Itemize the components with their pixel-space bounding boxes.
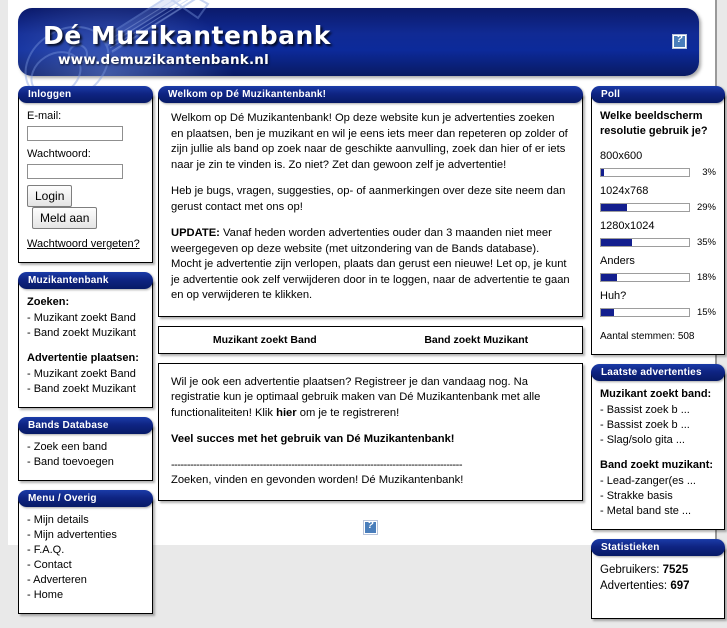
stat-ads (600, 578, 716, 594)
register-text-after: om je te registreren! (296, 406, 400, 419)
poll-option-label-4: Huh? (600, 290, 627, 302)
stat-ads-label: Advertenties: (600, 580, 668, 592)
poll-question: Welke beeldscherm resolutie gebruik je? (600, 110, 708, 137)
poll-percent-3: 18% (696, 272, 716, 283)
forgot-password-link[interactable]: Wachtwoord vergeten? (27, 238, 140, 250)
poll-percent-0: 3% (702, 167, 716, 178)
spacer (27, 341, 144, 351)
right-sidebar (591, 86, 725, 628)
signup-button[interactable]: Meld aan (32, 207, 97, 229)
panel-body-statistieken (591, 547, 725, 619)
link-band-toevoegen[interactable]: - Band toevoegen (27, 456, 114, 468)
update-label: UPDATE: (171, 227, 220, 239)
document-column (8, 0, 717, 601)
ads-group-title-band: Band zoekt muzikant: (600, 459, 714, 471)
stat-users (600, 562, 716, 578)
menu-item-mijn-advertenties[interactable]: - Mijn advertenties (27, 529, 117, 541)
poll-percent-4: 15% (696, 307, 716, 318)
panel-heading-laatste-advertenties: Laatste advertenties (591, 364, 725, 381)
advert-tabbar (158, 326, 583, 354)
tab-muzikant-zoekt-band[interactable]: Muzikant zoekt Band (212, 333, 317, 346)
panel-bands-database (18, 417, 153, 481)
poll-percent-1: 29% (696, 202, 716, 213)
poll-bar-track-4 (600, 308, 690, 317)
email-field[interactable] (27, 126, 123, 141)
stat-users-label: Gebruikers: (600, 564, 660, 576)
email-label: E-mail: (27, 110, 62, 122)
center-icon-wrapper (158, 519, 583, 537)
welcome-paragraph-2: Heb je bugs, vragen, suggesties, op- of aanmerkingen over deze site neem dan gerust contact met ons op! (171, 185, 566, 213)
panel-body-inloggen (18, 94, 153, 263)
panel-body-muzikantenbank (18, 280, 153, 408)
slogan: Zoeken, vinden en gevonden worden! Dé Muzikantenbank! (171, 473, 464, 486)
login-button[interactable]: Login (27, 185, 72, 207)
ad-link-4[interactable]: - Strakke basis (600, 490, 673, 502)
panel-heading-poll: Poll (591, 86, 725, 103)
menu-item-contact[interactable]: - Contact (27, 559, 72, 571)
poll-bar-fill-3 (601, 274, 617, 281)
poll-option-label-3: Anders (600, 255, 635, 267)
site-subtitle: www.demuzikantenbank.nl (58, 52, 269, 68)
group-title-advertentie-plaatsen: Advertentie plaatsen: (27, 352, 139, 364)
poll-bar-row-2 (600, 235, 716, 250)
poll-option-label-0: 800x600 (600, 150, 643, 162)
panel-body-menu-overig (18, 498, 153, 614)
menu-item-home[interactable]: - Home (27, 589, 64, 601)
panel-heading-inloggen: Inloggen (18, 86, 153, 103)
panel-heading-statistieken: Statistieken (591, 539, 725, 556)
spacer (600, 594, 716, 608)
poll-bar-track-2 (600, 238, 690, 247)
poll-bar-fill-0 (601, 169, 604, 176)
poll-bar-row-4 (600, 305, 716, 320)
poll-bar-track-0 (600, 168, 690, 177)
broken-image-icon[interactable] (672, 34, 687, 49)
panel-heading-muzikantenbank: Muzikantenbank (18, 272, 153, 289)
poll-bar-row-0 (600, 165, 716, 180)
poll-bar-fill-1 (601, 204, 627, 211)
site-title: Dé Muzikantenbank (43, 21, 331, 50)
ad-link-3[interactable]: - Lead-zanger(es ... (600, 475, 696, 487)
panel-muzikantenbank (18, 272, 153, 408)
panel-statistieken (591, 539, 725, 619)
ads-group-title-muzikant: Muzikant zoekt band: (600, 388, 712, 400)
stat-users-value: 7525 (662, 564, 689, 576)
poll-bar-row-1 (600, 200, 716, 215)
panel-body-welkom (158, 94, 583, 317)
dashed-divider: -------------------------------------------------------------------------------------------- (171, 458, 463, 471)
panel-heading-bands-database: Bands Database (18, 417, 153, 434)
left-sidebar (18, 86, 153, 623)
login-button-row (27, 185, 144, 229)
ad-link-2[interactable]: - Slag/solo gita ... (600, 434, 685, 446)
menu-item-faq[interactable]: - F.A.Q. (27, 544, 65, 556)
register-box (158, 363, 583, 502)
broken-image-icon[interactable] (363, 520, 378, 535)
register-text-before: Wil je ook een advertentie plaatsen? Registreer je dan vandaag nog. Na registratie kun je optimaal gebruik maken van Dé Muzikantenbank met alle functionaliteiten! Klik (171, 375, 541, 419)
welcome-paragraph-1: Welkom op Dé Muzikantenbank! Op deze website kun je advertenties zoeken en plaatsen, ben je muzikant en wil je eens iets meer dan repeteren op zolder of zijn jullie als band op zoek naar de geschikte aanvulling, zoek dan hier of er iets naar je zin te vinden is. Zo niet? Zet dan gewoon zelf je advertentie! (171, 112, 568, 171)
welcome-paragraph-3 (171, 226, 570, 304)
panel-welkom (158, 86, 583, 317)
poll-total-votes: Aantal stemmen: 508 (600, 331, 695, 342)
update-text: Vanaf heden worden advertenties ouder dan 3 maanden niet meer weergegeven op deze website (met uitzondering van de Bands database). Mocht je advertentie zijn verlopen, plaats dan gerust een nieuwe! Let op, je kunt je advertentie ook zelf verwijderen door in te loggen, naar de advertentie te gaan en op verwijderen te klikken. (171, 227, 570, 301)
link-zoek-een-band[interactable]: - Zoek een band (27, 441, 108, 453)
panel-heading-menu-overig: Menu / Overig (18, 490, 153, 507)
poll-bar-track-3 (600, 273, 690, 282)
ad-link-0[interactable]: - Bassist zoek b ... (600, 404, 690, 416)
panel-heading-welkom: Welkom op Dé Muzikantenbank! (158, 86, 583, 103)
register-paragraph (171, 375, 570, 422)
group-title-zoeken: Zoeken: (27, 296, 70, 308)
tab-band-zoekt-muzikant[interactable]: Band zoekt Muzikant (424, 333, 529, 346)
menu-item-mijn-details[interactable]: - Mijn details (27, 514, 89, 526)
poll-option-label-2: 1280x1024 (600, 220, 655, 232)
success-message-text: Veel succes met het gebruik van Dé Muzikantenbank! (171, 433, 455, 445)
main-content (158, 86, 583, 537)
panel-body-laatste-advertenties (591, 372, 725, 530)
poll-bar-fill-4 (601, 309, 614, 316)
link-zoek-band-zoekt-muzikant[interactable]: - Band zoekt Muzikant (27, 327, 136, 339)
link-zoek-muzikant-zoekt-band[interactable]: - Muzikant zoekt Band (27, 312, 136, 324)
panel-laatste-advertenties (591, 364, 725, 530)
panel-poll (591, 86, 725, 355)
poll-option-label-1: 1024x768 (600, 185, 649, 197)
menu-item-adverteren[interactable]: - Adverteren (27, 574, 87, 586)
panel-body-poll (591, 94, 725, 355)
poll-bar-fill-2 (601, 239, 632, 246)
poll-percent-2: 35% (696, 237, 716, 248)
poll-bar-row-3 (600, 270, 716, 285)
panel-menu-overig (18, 490, 153, 614)
register-here-link[interactable]: hier (276, 406, 297, 419)
password-label: Wachtwoord: (27, 148, 91, 160)
ad-link-1[interactable]: - Bassist zoek b ... (600, 419, 690, 431)
panel-inloggen (18, 86, 153, 263)
stat-ads-value: 697 (670, 580, 690, 592)
poll-bar-track-1 (600, 203, 690, 212)
success-message (171, 432, 570, 448)
link-plaats-muzikant-zoekt-band[interactable]: - Muzikant zoekt Band (27, 368, 136, 380)
link-plaats-band-zoekt-muzikant[interactable]: - Band zoekt Muzikant (27, 383, 136, 395)
site-banner (18, 8, 699, 76)
password-field[interactable] (27, 164, 123, 179)
ad-link-5[interactable]: - Metal band ste ... (600, 505, 692, 517)
spacer (600, 448, 716, 458)
